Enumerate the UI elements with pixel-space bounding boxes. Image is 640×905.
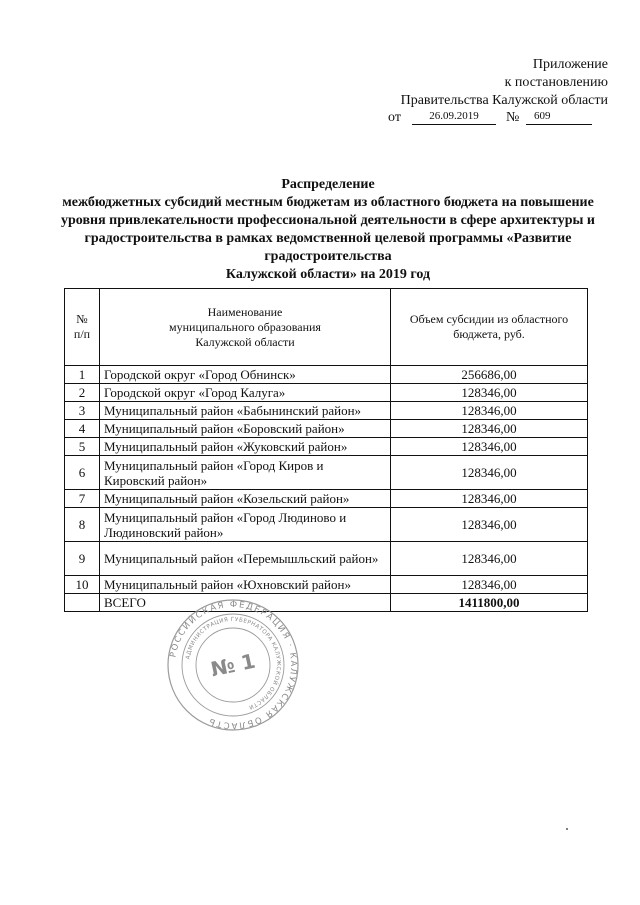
heading-line-4: градостроительства в рамках ведомственной целевой программы «Развитие (84, 231, 572, 246)
row-municipality: Городской округ «Город Обнинск» (100, 366, 391, 384)
row-number: 5 (65, 438, 100, 456)
decree-number: 609 (526, 108, 592, 125)
row-number: 3 (65, 402, 100, 420)
total-label: ВСЕГО (100, 594, 391, 612)
total-row (65, 594, 588, 612)
row-number: 7 (65, 490, 100, 508)
row-municipality: Муниципальный район «Боровский район» (100, 420, 391, 438)
row-subsidy: 128346,00 (391, 490, 588, 508)
row-municipality: Муниципальный район «Жуковский район» (100, 438, 391, 456)
row-subsidy: 128346,00 (391, 384, 588, 402)
decree-reference (388, 108, 608, 126)
heading-line-3: уровня привлекательности профессиональной деятельности в сфере архитектуры и (61, 213, 595, 228)
table-row (65, 456, 588, 490)
row-municipality: Муниципальный район «Козельский район» (100, 490, 391, 508)
row-subsidy: 128346,00 (391, 456, 588, 490)
table-header-row (65, 289, 588, 366)
table-body (65, 366, 588, 612)
subsidy-table (64, 288, 588, 612)
row-number: 1 (65, 366, 100, 384)
page-mark (566, 828, 568, 830)
total-value: 1411800,00 (391, 594, 588, 612)
row-number: 9 (65, 542, 100, 576)
row-number: 8 (65, 508, 100, 542)
row-number: 2 (65, 384, 100, 402)
table-row (65, 576, 588, 594)
row-subsidy: 128346,00 (391, 438, 588, 456)
row-municipality: Муниципальный район «Бабынинский район» (100, 402, 391, 420)
table-row (65, 420, 588, 438)
document-heading (48, 176, 608, 284)
header-value: Объем субсидии из областного бюджета, руб. (391, 289, 588, 366)
stamp-outer-text: РОССИЙСКАЯ ФЕДЕРАЦИЯ · КАЛУЖСКАЯ ОБЛАСТЬ (168, 599, 299, 731)
stamp-number: № 1 (208, 648, 258, 682)
heading-line-6: Калужской области» на 2019 год (225, 267, 431, 282)
heading-line-2: межбюджетных субсидий местным бюджетам из областного бюджета на повышение (62, 195, 594, 210)
table-row (65, 402, 588, 420)
official-stamp (166, 598, 300, 732)
table-row (65, 384, 588, 402)
row-subsidy: 256686,00 (391, 366, 588, 384)
number-label: № (506, 110, 520, 125)
stamp-inner-text: АДМИНИСТРАЦИЯ ГУБЕРНАТОРА КАЛУЖСКОЙ ОБЛАСТИ (185, 616, 282, 710)
table-row (65, 366, 588, 384)
table-row (65, 438, 588, 456)
row-number: 10 (65, 576, 100, 594)
row-number: 4 (65, 420, 100, 438)
row-municipality: Муниципальный район «Город Людиново и Людиновский район» (100, 508, 391, 542)
decree-date: 26.09.2019 (412, 108, 496, 125)
heading-title: Распределение (281, 177, 375, 192)
row-subsidy: 128346,00 (391, 508, 588, 542)
row-municipality: Муниципальный район «Перемышльский район» (100, 542, 391, 576)
row-municipality: Муниципальный район «Город Киров и Кировский район» (100, 456, 391, 490)
appendix-to-decree: к постановлению (504, 75, 608, 90)
appendix-block (401, 56, 608, 110)
header-name: Наименование муниципального образования Калужской области (100, 289, 391, 366)
row-subsidy: 128346,00 (391, 420, 588, 438)
row-subsidy: 128346,00 (391, 542, 588, 576)
appendix-title: Приложение (532, 57, 608, 72)
table-row (65, 490, 588, 508)
row-number: 6 (65, 456, 100, 490)
from-label: от (388, 110, 401, 125)
heading-line-5: градостроительства (264, 249, 392, 264)
table-row (65, 508, 588, 542)
row-municipality: Муниципальный район «Юхновский район» (100, 576, 391, 594)
total-empty (65, 594, 100, 612)
row-subsidy: 128346,00 (391, 402, 588, 420)
row-municipality: Городской округ «Город Калуга» (100, 384, 391, 402)
table-row (65, 542, 588, 576)
header-num: № п/п (65, 289, 100, 366)
appendix-government: Правительства Калужской области (400, 93, 608, 108)
row-subsidy: 128346,00 (391, 576, 588, 594)
